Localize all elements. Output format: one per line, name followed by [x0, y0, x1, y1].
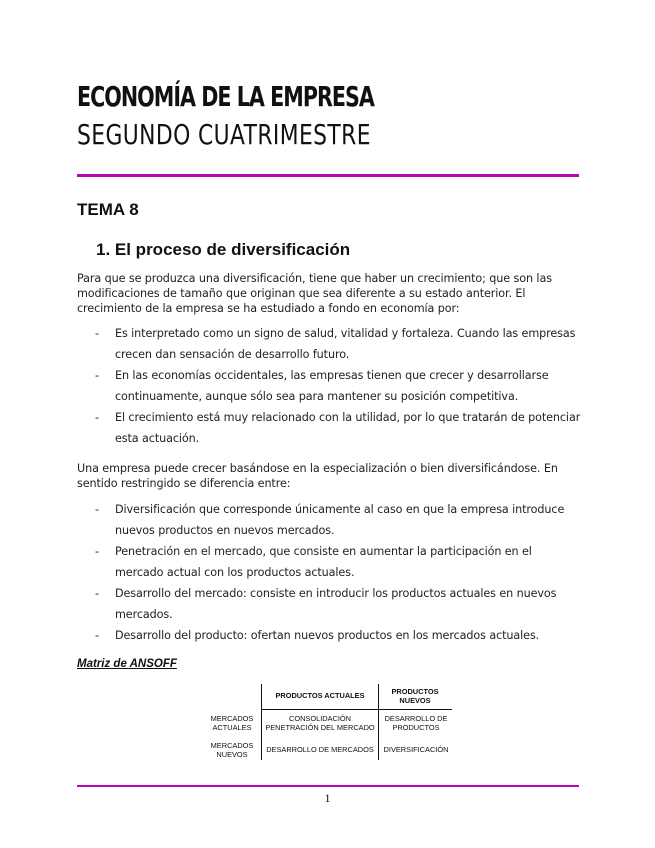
matrix-cell: DESARROLLO DE PRODUCTOS	[384, 714, 448, 732]
list-marker: -	[95, 369, 99, 382]
list-item-text: Es interpretado como un signo de salud, vitalidad y fortaleza. Cuando las empresas crecen dan sensación de desarrollo futuro.	[115, 327, 576, 361]
list-item-text: Desarrollo del producto: ofertan nuevos productos en los mercados actuales.	[115, 629, 540, 642]
section-title: 1. El proceso de diversificación	[96, 240, 351, 259]
matrix-col-header: PRODUCTOS ACTUALES	[275, 691, 365, 700]
list-marker: -	[95, 629, 99, 642]
page-number: 1	[324, 791, 331, 805]
matrix-row-header: MERCADOS ACTUALES	[210, 714, 254, 732]
matrix-divider	[261, 709, 452, 710]
list-item	[77, 365, 582, 407]
list-item-text: El crecimiento está muy relacionado con la utilidad, por lo que tratarán de potenciar esta actuación.	[115, 411, 581, 445]
matrix-col-header: PRODUCTOS NUEVOS	[391, 687, 439, 705]
footer-divider	[77, 785, 579, 787]
document-title: ECONOMÍA DE LA EMPRESA	[77, 80, 374, 113]
list-item	[77, 625, 582, 646]
list-marker: -	[95, 503, 99, 516]
list-item-text: En las economías occidentales, las empresas tienen que crecer y desarrollarse continuamente, aunque sólo sea para mantener su posición competitiva.	[115, 369, 549, 403]
list-item	[77, 583, 582, 625]
topic-heading: TEMA 8	[77, 200, 139, 219]
list-item	[77, 499, 582, 541]
list-item-text: Diversificación que corresponde únicamente al caso en que la empresa introduce nuevos productos en nuevos mercados.	[115, 503, 565, 537]
matrix-row-header: MERCADOS NUEVOS	[210, 741, 254, 759]
paragraph-strategies: Una empresa puede crecer basándose en la especialización o bien diversificándose. En sentido restringido se diferencia entre:	[77, 462, 558, 490]
growth-reasons-list	[77, 323, 582, 449]
matrix-heading: Matriz de ANSOFF	[77, 658, 177, 670]
list-item	[77, 407, 582, 449]
list-marker: -	[95, 327, 99, 340]
list-item-text: Penetración en el mercado, que consiste en aumentar la participación en el mercado actual con los productos actuales.	[115, 545, 532, 579]
paragraph-intro: Para que se produzca una diversificación, tiene que haber un crecimiento; que son las modificaciones de tamaño que originan que sea diferente a su estado anterior. El crecimiento de la empresa se ha estudiado a fondo en economía por:	[77, 272, 552, 315]
matrix-divider	[378, 684, 379, 760]
matrix-cell: DIVERSIFICACIÓN	[383, 745, 449, 754]
header-divider	[77, 174, 579, 177]
list-marker: -	[95, 411, 99, 424]
list-item	[77, 541, 582, 583]
document-subtitle: SEGUNDO CUATRIMESTRE	[77, 118, 371, 151]
list-item	[77, 323, 582, 365]
list-item-text: Desarrollo del mercado: consiste en introducir los productos actuales en nuevos mercados.	[115, 587, 557, 621]
list-marker: -	[95, 587, 99, 600]
matrix-cell: CONSOLIDACIÓN PENETRACIÓN DEL MERCADO	[265, 714, 375, 732]
list-marker: -	[95, 545, 99, 558]
ansoff-matrix	[204, 684, 452, 762]
matrix-cell: DESARROLLO DE MERCADOS	[266, 745, 374, 754]
strategies-list	[77, 499, 582, 646]
